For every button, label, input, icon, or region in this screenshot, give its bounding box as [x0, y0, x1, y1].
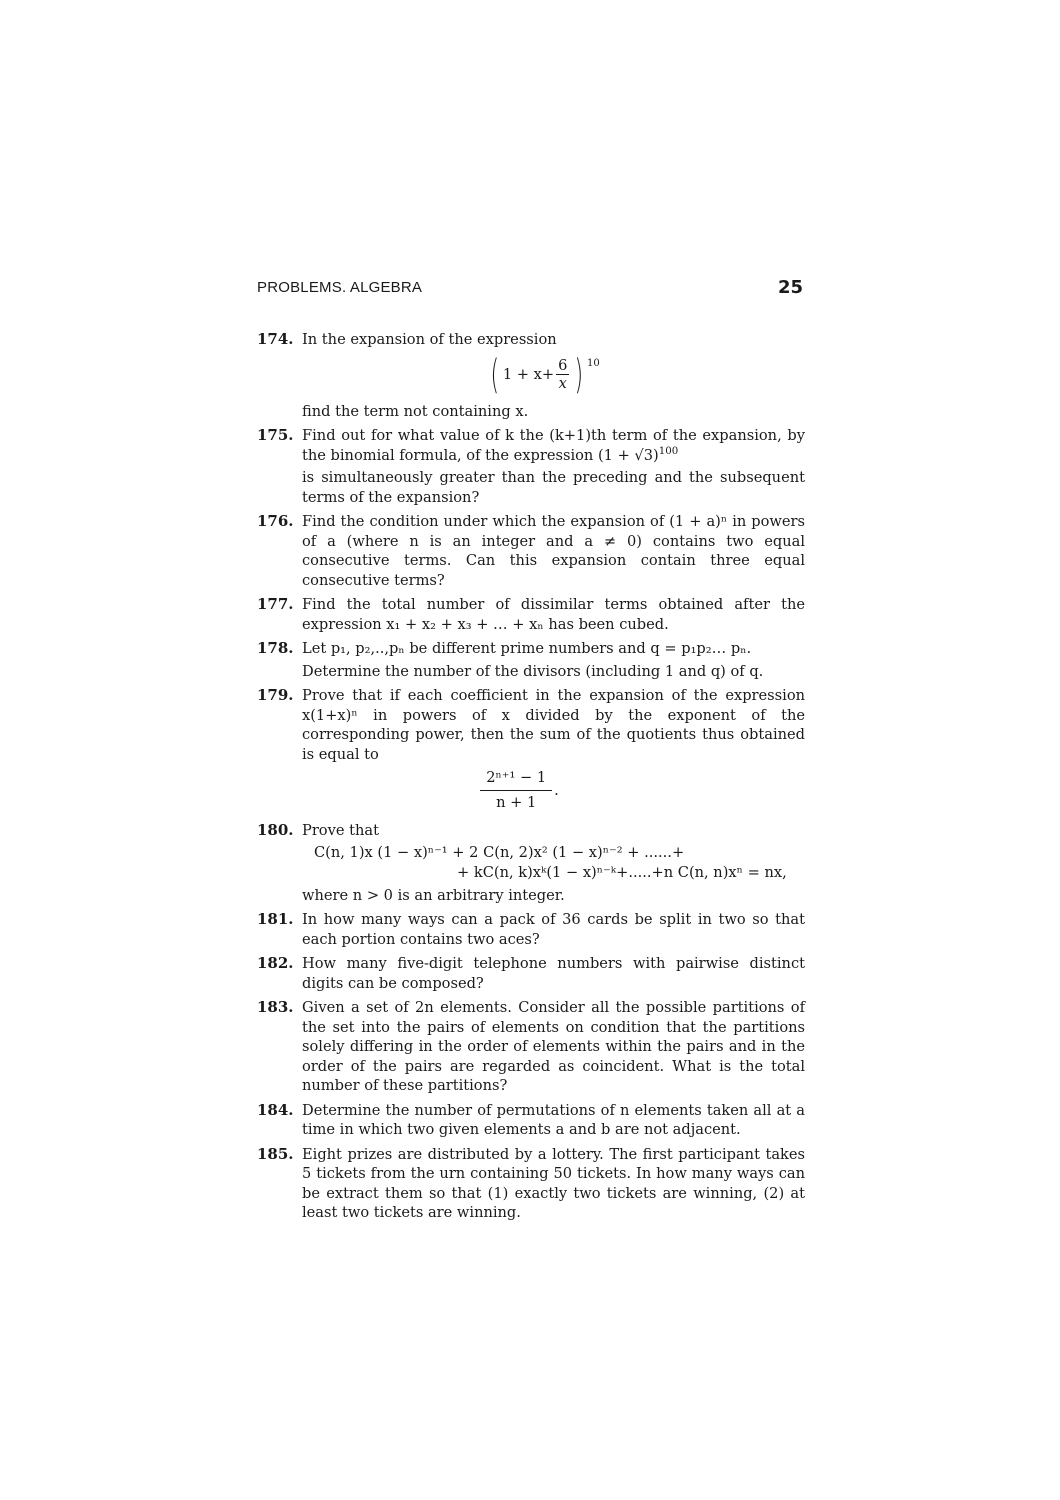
problem-177	[257, 595, 805, 634]
equation-line: + kC(n, k)xᵏ(1 − x)ⁿ⁻ᵏ+.....+n C(n, n)xⁿ = nx,	[457, 864, 787, 881]
problem-number: 177.	[257, 595, 294, 613]
expression: x₁ + x₂ + x₃ + … + xₙ	[386, 615, 544, 633]
problem-text: Eight prizes are distributed by a lottery. The first participant takes 5 tickets from the urn containing 50 tickets. In how many ways can be extract them so that (1) exactly two tickets are winning, (2) at least two tickets are winning.	[302, 1145, 805, 1221]
problem-182	[257, 954, 805, 993]
problem-text: How many five-digit telephone numbers with pairwise distinct digits can be composed?	[302, 955, 805, 992]
right-paren: )	[574, 351, 584, 398]
exponent: 100	[658, 445, 679, 457]
running-head: PROBLEMS. ALGEBRA	[257, 279, 423, 296]
problem-number: 181.	[257, 910, 294, 928]
problem-181	[257, 910, 805, 949]
problem-number: 178.	[257, 639, 294, 657]
equation-line: C(n, 1)x (1 − x)ⁿ⁻¹ + 2 C(n, 2)x² (1 − x)ⁿ⁻² + ......+	[314, 843, 685, 861]
problem-183	[257, 998, 805, 1096]
problem-text: Find the condition under which the expansion of (1 + a)ⁿ in powers of a (where n is an integer and a ≠ 0) contains two equal consecutive terms. Can this expansion contain three equal consecutive terms?	[302, 513, 805, 589]
fraction-end: .	[554, 781, 559, 799]
problem-text	[302, 426, 805, 465]
fraction-numerator: 2ⁿ⁺¹ − 1	[480, 768, 552, 791]
problem-text: where n > 0 is an arbitrary integer.	[302, 886, 565, 904]
problem-text: In the expansion of the expression	[302, 331, 557, 348]
problem-number: 183.	[257, 998, 294, 1016]
problem-text: find the term not containing x.	[302, 402, 529, 420]
text-part: Find the total number of dissimilar terms obtained after the expression	[302, 596, 805, 633]
problem-175	[257, 426, 805, 507]
problem-number: 182.	[257, 954, 294, 972]
left-paren: (	[490, 351, 500, 398]
problem-text: Given a set of 2n elements. Consider all the possible partitions of the set into the pairs of elements on condition that the partitions solely differing in the order of elements within the pairs and in the order of the pairs are regarded as coincident. What is the total number of these partitions?	[302, 999, 805, 1094]
problem-text: is simultaneously greater than the preceding and the subsequent terms of the expansion?	[302, 469, 805, 506]
fraction-numerator: 6	[558, 357, 568, 374]
problem-176	[257, 512, 805, 590]
problem-number: 174.	[257, 330, 294, 348]
problem-number: 179.	[257, 686, 294, 704]
problem-text: Determine the number of the divisors (including 1 and q) of q.	[302, 662, 764, 680]
fraction-denominator: x	[558, 375, 567, 392]
problem-179	[257, 686, 805, 813]
problem-184	[257, 1101, 805, 1140]
problem-text: Determine the number of permutations of n elements taken all at a time in which two given elements a and b are not adjacent.	[302, 1101, 805, 1138]
text-part: Find out for what value of k the (k+1)th term of the expansion, by the binomial formula, of the expression (1 + √3)	[302, 427, 805, 464]
problem-185	[257, 1145, 805, 1223]
expr-const: 1 + x+	[502, 365, 555, 383]
problem-174	[257, 330, 805, 421]
page-number: 25	[777, 277, 803, 298]
fraction-denominator: n + 1	[496, 794, 537, 811]
problem-text	[302, 595, 805, 634]
problem-number: 184.	[257, 1100, 294, 1119]
text-part: has been cubed.	[548, 615, 669, 633]
expression-179	[302, 768, 805, 813]
fraction	[556, 357, 569, 392]
problem-number: 175.	[257, 426, 294, 444]
problem-text: Let p₁, p₂,..,pₙ be different prime numbers and q = p₁p₂… pₙ.	[302, 640, 752, 657]
problem-178	[257, 639, 805, 681]
problem-text: In how many ways can a pack of 36 cards be split in two so that each portion contains two aces?	[302, 911, 805, 948]
problem-text: Prove that if each coefficient in the expansion of the expression x(1+x)ⁿ in powers of x divided by the exponent of the corresponding power, then the sum of the quotients thus obtained is equal to	[302, 687, 805, 763]
exponent: 10	[587, 357, 600, 369]
problem-text: Prove that	[302, 822, 379, 839]
fraction	[480, 768, 552, 813]
problem-number: 180.	[257, 821, 294, 839]
page-header	[257, 279, 803, 303]
expression-174	[302, 352, 805, 398]
problem-180	[257, 821, 805, 905]
problem-number: 176.	[257, 512, 294, 530]
problem-number: 185.	[257, 1144, 294, 1163]
problem-list	[257, 330, 805, 1228]
